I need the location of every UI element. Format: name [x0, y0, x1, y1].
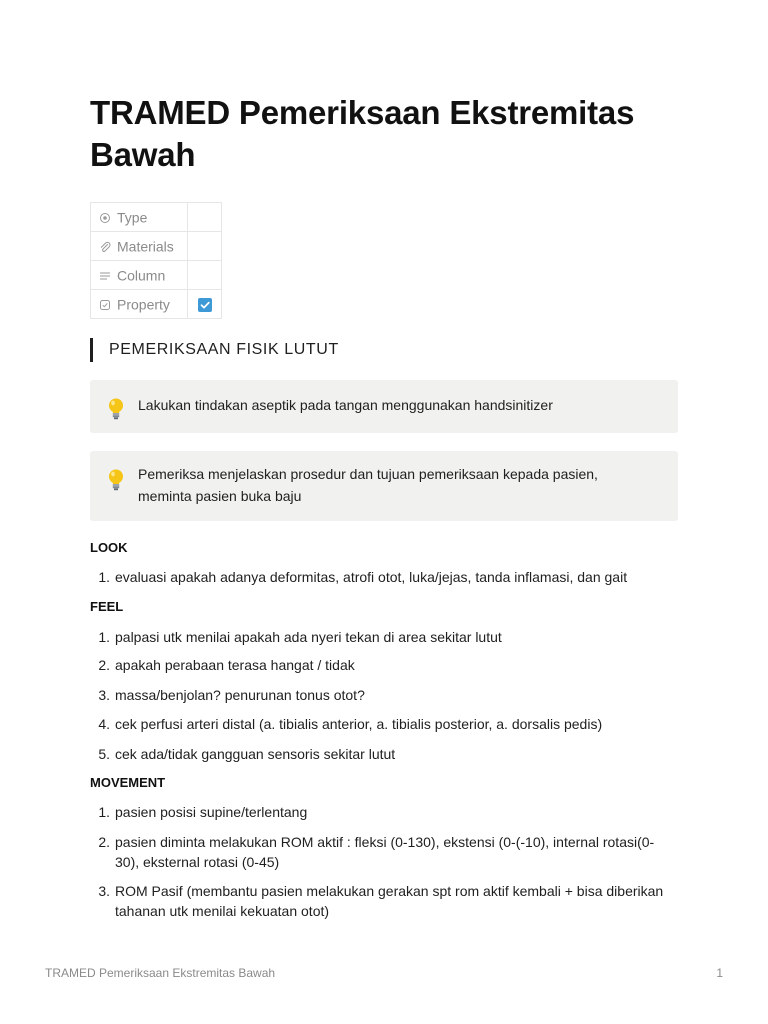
section-heading: PEMERIKSAAN FISIK LUTUT: [90, 338, 339, 362]
property-label: Property: [117, 296, 170, 313]
property-label: Column: [117, 267, 166, 284]
paperclip-icon: [99, 241, 111, 253]
callout-aseptic: [90, 380, 678, 433]
callout-text: Lakukan tindakan aseptik pada tangan menggunakan handsinitizer: [138, 397, 553, 413]
property-row-type: [91, 203, 222, 232]
callout-text: Pemeriksa menjelaskan prosedur dan tujuan pemeriksaan kepada pasien, meminta pasien buka baju: [138, 466, 598, 504]
page-number: 1: [716, 966, 723, 980]
property-label: Materials: [117, 238, 174, 255]
page-title: TRAMED Pemeriksaan Ekstremitas Bawah: [90, 94, 635, 173]
property-label: Type: [117, 209, 148, 226]
status-icon: [99, 212, 111, 224]
property-value-property[interactable]: [188, 290, 222, 319]
property-row-property: [91, 290, 222, 319]
checked-checkbox-icon[interactable]: [198, 298, 212, 312]
footer-title: TRAMED Pemeriksaan Ekstremitas Bawah: [45, 966, 276, 980]
property-row-column: [91, 261, 222, 290]
checkbox-icon: [99, 299, 111, 311]
section-title-look: LOOK: [90, 540, 128, 555]
section-title-movement: MOVEMENT: [90, 775, 166, 790]
property-value-materials[interactable]: [188, 232, 222, 261]
callout-procedure: [90, 451, 678, 521]
property-value-type[interactable]: [188, 203, 222, 232]
lightbulb-icon: [106, 468, 126, 497]
section-title-feel: FEEL: [90, 599, 124, 614]
text-lines-icon: [99, 270, 111, 282]
property-value-column[interactable]: [188, 261, 222, 290]
lightbulb-icon: [106, 397, 126, 426]
properties-table: [90, 202, 222, 319]
property-row-materials: [91, 232, 222, 261]
